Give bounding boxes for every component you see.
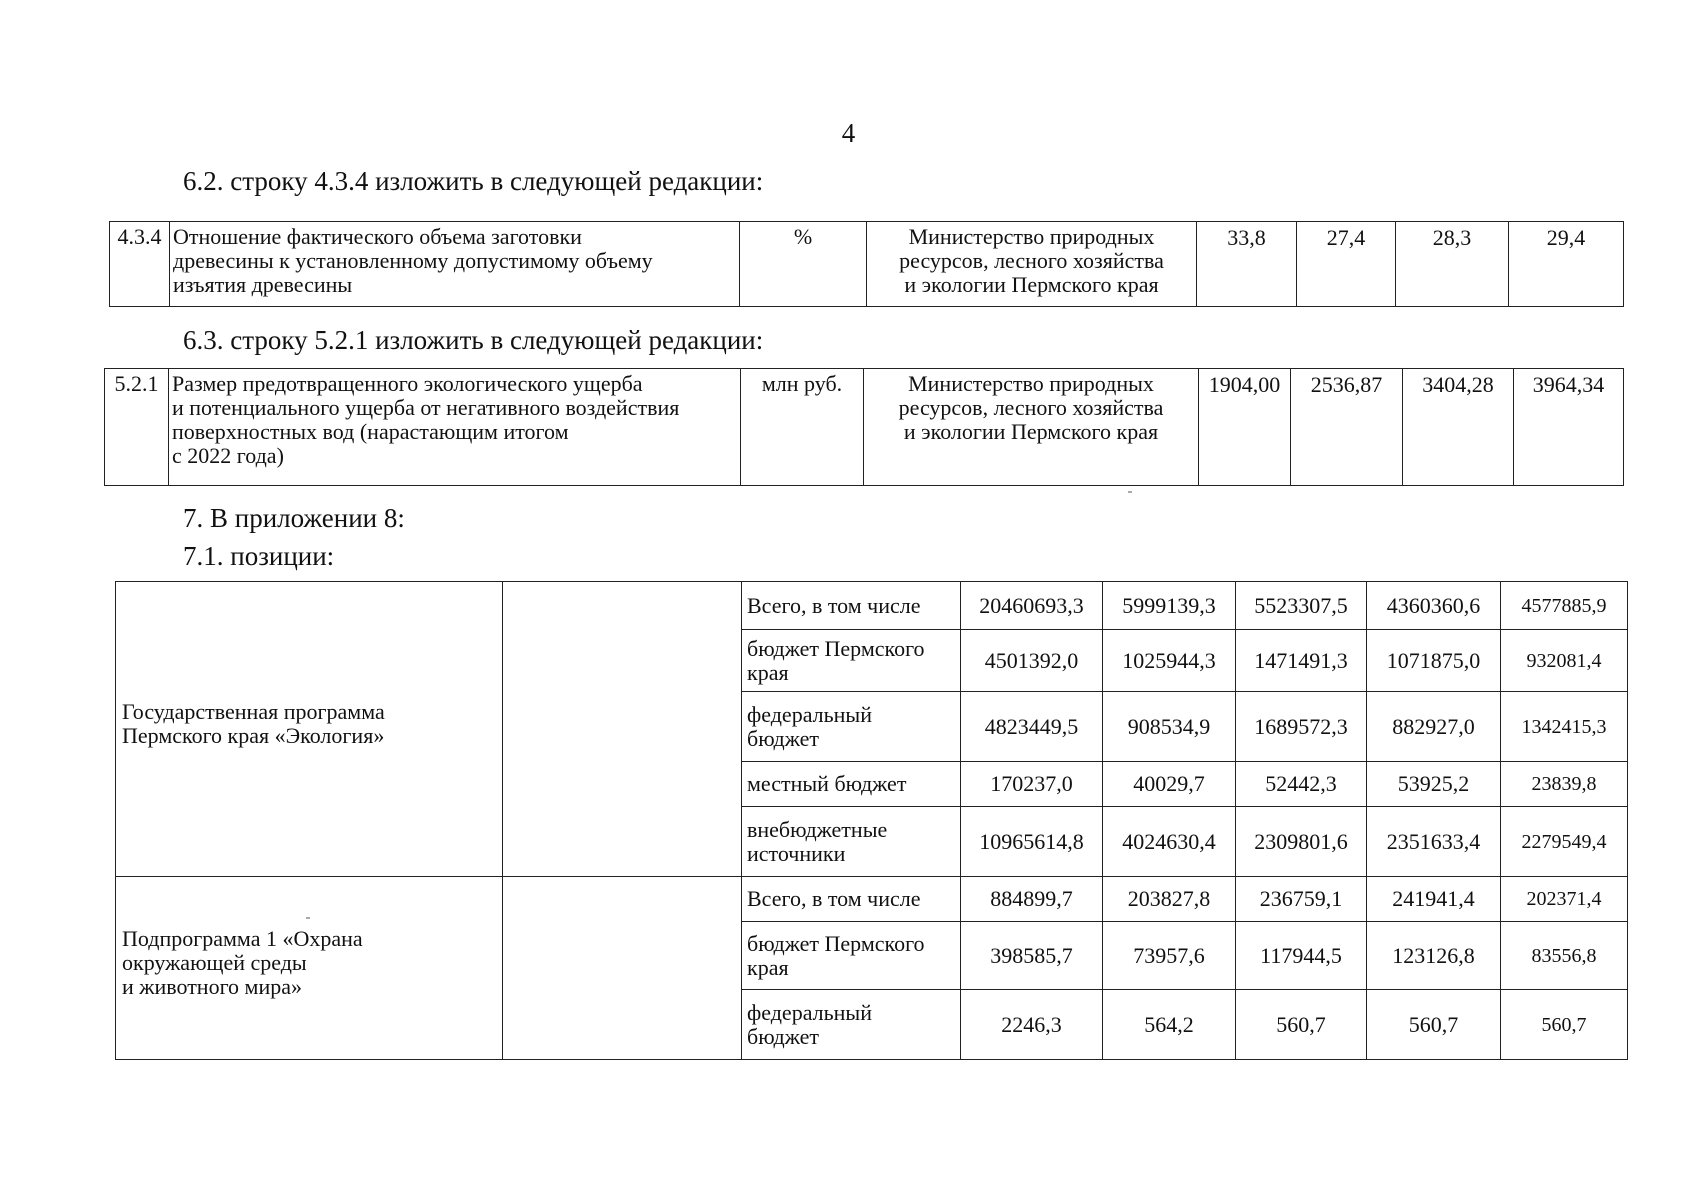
funding-value: 23839,8	[1501, 762, 1628, 807]
text-line: Размер предотвращенного экологического ущерба	[172, 371, 643, 396]
row-value: 1904,00	[1199, 369, 1291, 486]
funding-value: 560,7	[1501, 990, 1628, 1060]
heading-7-1: 7.1. позиции:	[183, 541, 335, 571]
page-number: 4	[841, 118, 856, 148]
funding-value: 53925,2	[1367, 762, 1501, 807]
funding-value: 5999139,3	[1103, 582, 1236, 630]
funding-value: 882927,0	[1367, 692, 1501, 762]
funding-value: 4577885,9	[1501, 582, 1628, 630]
text-line: изъятия древесины	[173, 272, 353, 297]
text-line: ресурсов, лесного хозяйства	[899, 248, 1164, 273]
funding-value: 40029,7	[1103, 762, 1236, 807]
funding-value: 2279549,4	[1501, 807, 1628, 877]
heading-6-2: 6.2. строку 4.3.4 изложить в следующей редакции:	[183, 166, 764, 196]
funding-value: 2351633,4	[1367, 807, 1501, 877]
text-line: источники	[747, 840, 846, 866]
text-line: края	[747, 659, 789, 685]
funding-source	[742, 922, 961, 990]
funding-row	[116, 877, 1628, 922]
funding-value: 52442,3	[1236, 762, 1367, 807]
funding-source	[742, 692, 961, 762]
program-empty-cell	[503, 582, 742, 877]
funding-source	[742, 630, 961, 692]
row-value: 33,8	[1197, 222, 1297, 307]
funding-source	[742, 762, 961, 807]
funding-value: 2309801,6	[1236, 807, 1367, 877]
text-line: Министерство природных	[908, 371, 1154, 396]
funding-table	[115, 581, 1628, 1060]
funding-value: 560,7	[1236, 990, 1367, 1060]
text-line: бюджет	[747, 1023, 819, 1049]
text-line: и животного мира»	[122, 973, 303, 999]
row-code: 5.2.1	[105, 369, 169, 486]
text-line: Государственная программа	[122, 698, 385, 724]
funding-value: 4501392,0	[961, 630, 1103, 692]
funding-value: 202371,4	[1501, 877, 1628, 922]
heading-7: 7. В приложении 8:	[183, 503, 405, 533]
text-line: с 2022 года)	[172, 443, 284, 468]
text-line: окружающей среды	[122, 949, 307, 975]
row-code: 4.3.4	[110, 222, 170, 307]
row-5-2-1-table	[104, 368, 1624, 486]
text-line: Отношение фактического объема заготовки	[173, 224, 582, 249]
row-unit: %	[740, 222, 867, 307]
funding-value: 117944,5	[1236, 922, 1367, 990]
text-line: бюджет Пермского	[747, 635, 925, 661]
funding-value: 398585,7	[961, 922, 1103, 990]
funding-value: 73957,6	[1103, 922, 1236, 990]
text-line: Пермского края «Экология»	[122, 722, 385, 748]
row-value: 29,4	[1509, 222, 1624, 307]
funding-value: 1025944,3	[1103, 630, 1236, 692]
funding-value: 932081,4	[1501, 630, 1628, 692]
text-line: Всего, в том числе	[747, 592, 921, 618]
funding-value: 1471491,3	[1236, 630, 1367, 692]
funding-value: 10965614,8	[961, 807, 1103, 877]
row-name	[170, 222, 740, 307]
funding-value: 1342415,3	[1501, 692, 1628, 762]
subprogram-empty-cell	[503, 877, 742, 1060]
text-line: бюджет Пермского	[747, 930, 925, 956]
text-line: федеральный	[747, 701, 872, 727]
text-line: и экологии Пермского края	[904, 272, 1159, 297]
text-line: бюджет	[747, 725, 819, 751]
text-line: федеральный	[747, 999, 872, 1025]
text-line: Всего, в том числе	[747, 886, 921, 911]
text-line: Министерство природных	[908, 224, 1155, 249]
funding-source	[742, 877, 961, 922]
funding-source	[742, 990, 961, 1060]
text-line: и потенциального ущерба от негативного воздействия	[172, 395, 680, 420]
funding-row	[116, 582, 1628, 630]
funding-value: 560,7	[1367, 990, 1501, 1060]
funding-value: 1689572,3	[1236, 692, 1367, 762]
funding-value: 241941,4	[1367, 877, 1501, 922]
funding-value: 2246,3	[961, 990, 1103, 1060]
funding-source	[742, 582, 961, 630]
row-value: 27,4	[1297, 222, 1396, 307]
subprogram-name	[116, 877, 503, 1060]
row-value: 2536,87	[1291, 369, 1403, 486]
funding-value: 4823449,5	[961, 692, 1103, 762]
funding-value: 236759,1	[1236, 877, 1367, 922]
text-line: ресурсов, лесного хозяйства	[898, 395, 1164, 420]
heading-6-3: 6.3. строку 5.2.1 изложить в следующей редакции:	[183, 325, 764, 355]
row-value: 28,3	[1396, 222, 1509, 307]
funding-value: 4024630,4	[1103, 807, 1236, 877]
funding-value: 564,2	[1103, 990, 1236, 1060]
funding-source	[742, 807, 961, 877]
funding-value: 4360360,6	[1367, 582, 1501, 630]
funding-value: 170237,0	[961, 762, 1103, 807]
funding-value: 203827,8	[1103, 877, 1236, 922]
funding-value: 20460693,3	[961, 582, 1103, 630]
funding-value: 884899,7	[961, 877, 1103, 922]
row-value: 3964,34	[1514, 369, 1624, 486]
text-line: Подпрограмма 1 «Охрана	[122, 925, 363, 951]
row-responsible	[864, 369, 1199, 486]
text-line: края	[747, 954, 789, 980]
row-value: 3404,28	[1403, 369, 1514, 486]
funding-value: 908534,9	[1103, 692, 1236, 762]
row-name	[169, 369, 741, 486]
row-responsible	[867, 222, 1197, 307]
funding-value: 5523307,5	[1236, 582, 1367, 630]
text-line: и экологии Пермского края	[903, 419, 1159, 444]
funding-value: 1071875,0	[1367, 630, 1501, 692]
program-name	[116, 582, 503, 877]
row-unit: млн руб.	[741, 369, 864, 486]
text-line: поверхностных вод (нарастающим итогом	[172, 419, 569, 444]
funding-value: 83556,8	[1501, 922, 1628, 990]
text-line: внебюджетные	[747, 816, 888, 842]
text-line: древесины к установленному допустимому объему	[173, 248, 653, 273]
row-4-3-4-table	[109, 221, 1624, 307]
funding-value: 123126,8	[1367, 922, 1501, 990]
text-line: местный бюджет	[747, 771, 907, 796]
